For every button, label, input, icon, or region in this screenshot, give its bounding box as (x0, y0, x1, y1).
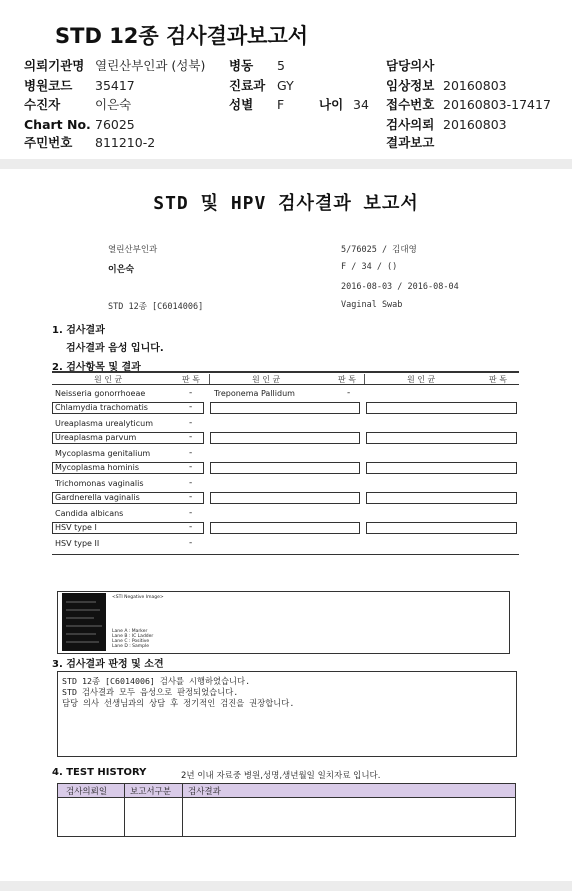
col2-judgment-header: 판 독 (338, 375, 356, 384)
department-label: 진료과 (229, 78, 266, 93)
section1-result: 검사결과 음성 입니다. (66, 343, 164, 354)
empty-result-box (210, 432, 360, 444)
results-table-header (52, 374, 519, 384)
section3-heading: 3. 검사결과 판정 및 소견 (52, 659, 164, 670)
patient-label: 수진자 (24, 97, 61, 112)
hospital-code-value: 35417 (95, 78, 135, 93)
pathogen-name: Trichomonas vaginalis (55, 479, 144, 488)
age-value: 34 (353, 97, 369, 112)
report-sex-age: F / 34 / () (341, 262, 398, 272)
table-row (52, 432, 204, 444)
table-row (52, 538, 204, 550)
pathogen-result: - (189, 402, 193, 412)
empty-result-box (366, 402, 517, 414)
pathogen-name: Ureaplasma parvum (55, 433, 137, 442)
table-row (52, 508, 204, 520)
pathogen-name: Candida albicans (55, 509, 124, 518)
report-title: STD 및 HPV 검사결과 보고서 (153, 193, 419, 214)
report-specimen: Vaginal Swab (341, 300, 403, 310)
table-row (52, 462, 204, 474)
table-row (52, 478, 204, 490)
opinion-line: 담당 의사 선생님과의 상담 후 정기적인 검진을 권장합니다. (62, 698, 295, 708)
institution-label: 의뢰기관명 (24, 58, 85, 73)
col-divider-1 (209, 374, 210, 384)
chart-no-label: Chart No. (24, 117, 91, 132)
table-row (210, 388, 360, 400)
department-value: GY (277, 78, 294, 93)
gel-image-caption: <STI Negative Image> (112, 595, 164, 600)
report-test-code: STD 12종 [C6014006] (108, 302, 204, 312)
pathogen-result: - (189, 418, 193, 428)
col1-pathogen-header: 원 인 균 (94, 375, 123, 384)
col3-pathogen-header: 원 인 균 (407, 375, 436, 384)
pathogen-name: HSV type I (55, 523, 97, 532)
gel-legend-item: Lane C : Positive (112, 639, 150, 644)
pathogen-result: - (189, 432, 193, 442)
clinical-info-value: 20160803 (443, 78, 507, 93)
table-row (52, 402, 204, 414)
opinion-line: STD 12종 [C6014006] 검사를 시행하였습니다. (62, 676, 251, 686)
empty-result-box (366, 492, 517, 504)
pathogen-result: - (347, 388, 351, 398)
history-col-requested: 검사의뢰일 (66, 787, 108, 797)
empty-result-box (366, 522, 517, 534)
table-row (52, 418, 204, 430)
col3-judgment-header: 판 독 (489, 375, 507, 384)
gel-legend-item: Lane D : Sample (112, 644, 150, 649)
sex-value: F (277, 97, 285, 112)
age-label: 나이 (319, 97, 344, 112)
gel-image (62, 593, 106, 651)
pathogen-result: - (189, 522, 193, 532)
table-row (52, 522, 204, 534)
ward-label: 병동 (229, 58, 254, 73)
doctor-label: 담당의사 (386, 58, 435, 73)
pathogen-result: - (189, 462, 193, 472)
resident-no-value: 811210-2 (95, 135, 156, 150)
pathogen-name: Gardnerella vaginalis (55, 493, 140, 502)
report-header (0, 0, 572, 160)
patient-value: 이은숙 (95, 97, 132, 112)
section4-heading: 4. TEST HISTORY (52, 767, 147, 778)
history-col-report-type: 보고서구분 (130, 787, 172, 797)
history-note: 2년 이내 자료중 병원,성명,생년월일 일치자료 입니다. (181, 771, 381, 781)
hospital-code-label: 병원코드 (24, 78, 73, 93)
history-col-divider (124, 784, 125, 836)
empty-result-box (210, 522, 360, 534)
gel-legend-item: Lane B : IC Ladder (112, 634, 154, 639)
history-col-divider (182, 784, 183, 836)
clinic-name: 열린산부인과 (108, 245, 158, 255)
pathogen-result: - (189, 508, 193, 518)
pathogen-name: Mycoplasma hominis (55, 463, 139, 472)
history-col-result: 검사결과 (188, 787, 221, 797)
header-title: STD 12종 검사결과보고서 (55, 24, 309, 48)
sex-label: 성별 (229, 97, 254, 112)
col1-judgment-header: 판 독 (182, 375, 200, 384)
gel-legend-item: Lane A : Marker (112, 629, 148, 634)
empty-result-box (366, 432, 517, 444)
table-row (52, 492, 204, 504)
section2-heading: 2. 검사항목 및 결과 (52, 362, 141, 373)
chart-no-value: 76025 (95, 117, 135, 132)
pathogen-name: Treponema Pallidum (214, 389, 295, 398)
clinical-info-label: 임상정보 (386, 78, 435, 93)
pathogen-name: Ureaplasma urealyticum (55, 419, 153, 428)
page-bottom-strip (0, 881, 572, 891)
col-divider-2 (364, 374, 365, 384)
report-dates: 2016-08-03 / 2016-08-04 (341, 282, 459, 292)
empty-result-box (210, 492, 360, 504)
resident-no-label: 주민번호 (24, 135, 73, 150)
pathogen-name: Chlamydia trachomatis (55, 403, 148, 412)
ward-value: 5 (277, 58, 285, 73)
col2-pathogen-header: 원 인 균 (252, 375, 281, 384)
receipt-no-label: 접수번호 (386, 97, 435, 112)
report-patient-name: 이은숙 (108, 265, 135, 275)
table-header-rule (52, 384, 519, 385)
institution-value: 열린산부인과 (성북) (95, 58, 206, 73)
table-top-rule (52, 371, 519, 373)
chart-doctor: 5/76025 / 김대영 (341, 245, 417, 255)
empty-result-box (210, 402, 360, 414)
empty-result-box (366, 462, 517, 474)
page-separator (0, 159, 572, 169)
pathogen-result: - (189, 388, 193, 398)
reported-label: 결과보고 (386, 135, 435, 150)
pathogen-result: - (189, 492, 193, 502)
receipt-no-value: 20160803-17417 (443, 97, 551, 112)
history-header-row (58, 784, 515, 798)
table-row (52, 388, 204, 400)
pathogen-result: - (189, 448, 193, 458)
opinion-line: STD 검사결과 모두 음성으로 판정되었습니다. (62, 687, 239, 697)
pathogen-name: Neisseria gonorrhoeae (55, 389, 146, 398)
empty-result-box (210, 462, 360, 474)
pathogen-result: - (189, 538, 193, 548)
table-row (52, 448, 204, 460)
section1-heading: 1. 검사결과 (52, 325, 105, 336)
pathogen-name: Mycoplasma genitalium (55, 449, 151, 458)
report-document (0, 169, 572, 881)
table-bottom-rule (52, 554, 519, 555)
pathogen-name: HSV type II (55, 539, 100, 548)
pathogen-result: - (189, 478, 193, 488)
test-history-table (57, 783, 516, 837)
requested-value: 20160803 (443, 117, 507, 132)
requested-label: 검사의뢰 (386, 117, 435, 132)
